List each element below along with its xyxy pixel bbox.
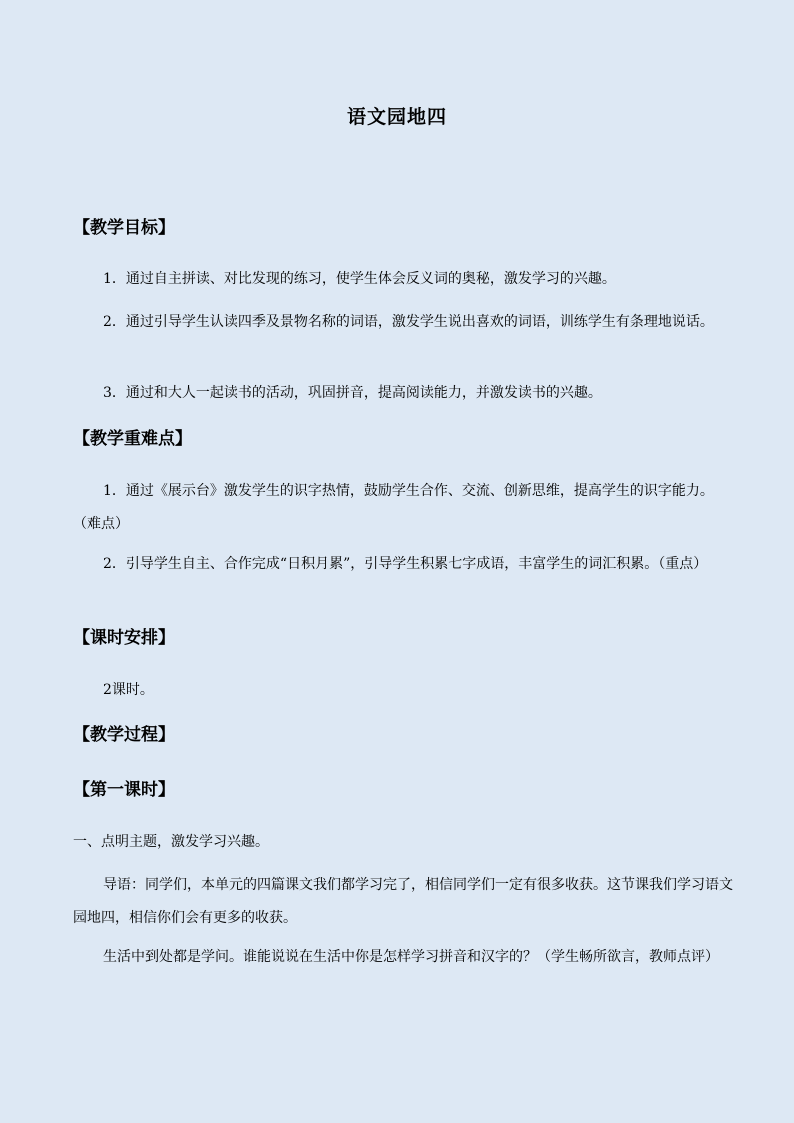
step1-title: 一、点明主题，激发学习兴趣。 (73, 834, 269, 850)
goal-item-1: 1．通过自主拼读、对比发现的练习，使学生体会反义词的奥秘，激发学习的兴趣。 (103, 271, 616, 287)
goal-item-2: 2．通过引导学生认读四季及景物名称的词语，激发学生说出喜欢的词语，训练学生有条理地说话。 (103, 314, 714, 330)
goal-item-3: 3．通过和大人一起读书的活动，巩固拼音，提高阅读能力，并激发读书的兴趣。 (103, 385, 602, 401)
keypoint-item-2: 2．引导学生自主、合作完成“日积月累”，引导学生积累七字成语，丰富学生的词汇积累。（重点） (103, 556, 708, 572)
keypoint-item-1: 1．通过《展示台》激发学生的识字热情，鼓励学生合作、交流、创新思维，提高学生的识字能力。（难点） (73, 483, 714, 532)
process-heading: 【教学过程】 (73, 725, 175, 745)
keypoints-heading: 【教学重难点】 (73, 429, 192, 449)
lesson1-heading: 【第一课时】 (73, 780, 175, 800)
step1-paragraph-2: 生活中到处都是学问。谁能说说在生活中你是怎样学习拼音和汉字的？（学生畅所欲言，教师点评） (103, 949, 719, 965)
goals-heading: 【教学目标】 (73, 218, 175, 238)
schedule-text: 2课时。 (103, 682, 154, 698)
step1-paragraph-1: 导语：同学们，本单元的四篇课文我们都学习完了，相信同学们一定有很多收获。这节课我们学习语文园地四，相信你们会有更多的收获。 (73, 877, 733, 926)
schedule-heading: 【课时安排】 (73, 628, 175, 648)
document-title: 语文园地四 (346, 106, 447, 128)
